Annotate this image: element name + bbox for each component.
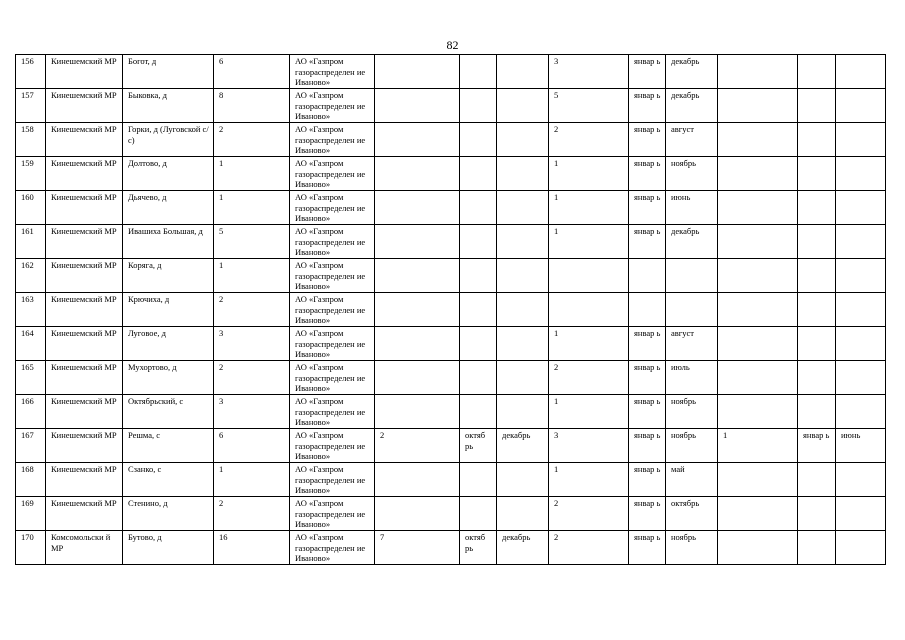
planned-count-cell: 2 — [214, 293, 290, 327]
row-number-cell: 157 — [16, 89, 46, 123]
row-number-cell: 166 — [16, 395, 46, 429]
stage2-count-cell: 1 — [549, 225, 629, 259]
stage2-start-cell: январ ь — [629, 531, 666, 565]
stage3-start-cell — [798, 225, 836, 259]
stage1-count-cell — [375, 157, 460, 191]
stage3-end-cell — [836, 497, 886, 531]
row-number-cell: 163 — [16, 293, 46, 327]
stage3-count-cell — [718, 293, 798, 327]
settlement-cell: Крючиха, д — [123, 293, 214, 327]
stage2-count-cell: 2 — [549, 123, 629, 157]
stage3-end-cell — [836, 463, 886, 497]
operator-cell: АО «Газпром газораспределен ие Иваново» — [290, 531, 375, 565]
stage1-end-cell — [497, 89, 549, 123]
settlement-cell: Ивашиха Большая, д — [123, 225, 214, 259]
row-number-cell: 167 — [16, 429, 46, 463]
stage3-start-cell — [798, 531, 836, 565]
stage2-end-cell: август — [666, 327, 718, 361]
stage3-start-cell — [798, 123, 836, 157]
stage2-start-cell: январ ь — [629, 123, 666, 157]
stage1-end-cell — [497, 259, 549, 293]
stage3-count-cell — [718, 531, 798, 565]
stage2-count-cell: 2 — [549, 497, 629, 531]
stage1-start-cell — [460, 89, 497, 123]
stage1-count-cell — [375, 259, 460, 293]
district-cell: Кинешемский МР — [46, 157, 123, 191]
operator-cell: АО «Газпром газораспределен ие Иваново» — [290, 463, 375, 497]
stage3-end-cell — [836, 89, 886, 123]
stage1-end-cell: декабрь — [497, 531, 549, 565]
district-cell: Кинешемский МР — [46, 395, 123, 429]
stage1-count-cell — [375, 123, 460, 157]
stage2-start-cell: январ ь — [629, 497, 666, 531]
stage1-count-cell — [375, 395, 460, 429]
stage1-start-cell: октяб рь — [460, 429, 497, 463]
stage1-count-cell — [375, 191, 460, 225]
district-cell: Кинешемский МР — [46, 123, 123, 157]
stage3-count-cell — [718, 157, 798, 191]
table-row — [16, 395, 886, 429]
district-cell: Кинешемский МР — [46, 293, 123, 327]
table-row — [16, 531, 886, 565]
stage2-end-cell: декабрь — [666, 89, 718, 123]
stage2-start-cell: январ ь — [629, 225, 666, 259]
stage1-end-cell: декабрь — [497, 429, 549, 463]
table-row — [16, 259, 886, 293]
operator-cell: АО «Газпром газораспределен ие Иваново» — [290, 225, 375, 259]
stage3-count-cell — [718, 463, 798, 497]
stage3-end-cell — [836, 293, 886, 327]
stage2-count-cell: 5 — [549, 89, 629, 123]
stage2-start-cell — [629, 293, 666, 327]
stage1-end-cell — [497, 463, 549, 497]
table-row — [16, 497, 886, 531]
operator-cell: АО «Газпром газораспределен ие Иваново» — [290, 395, 375, 429]
planned-count-cell: 8 — [214, 89, 290, 123]
row-number-cell: 156 — [16, 55, 46, 89]
stage3-count-cell — [718, 327, 798, 361]
district-cell: Кинешемский МР — [46, 327, 123, 361]
stage1-count-cell — [375, 327, 460, 361]
operator-cell: АО «Газпром газораспределен ие Иваново» — [290, 123, 375, 157]
planned-count-cell: 2 — [214, 497, 290, 531]
table-row — [16, 191, 886, 225]
stage2-count-cell: 1 — [549, 157, 629, 191]
stage3-start-cell — [798, 293, 836, 327]
stage3-end-cell — [836, 123, 886, 157]
district-cell: Кинешемский МР — [46, 55, 123, 89]
stage3-start-cell — [798, 395, 836, 429]
planned-count-cell: 2 — [214, 361, 290, 395]
stage2-end-cell: ноябрь — [666, 531, 718, 565]
district-cell: Кинешемский МР — [46, 89, 123, 123]
stage3-count-cell: 1 — [718, 429, 798, 463]
table-row — [16, 463, 886, 497]
stage2-end-cell: июль — [666, 361, 718, 395]
stage1-start-cell — [460, 293, 497, 327]
settlement-cell: Долтово, д — [123, 157, 214, 191]
stage1-count-cell — [375, 225, 460, 259]
district-cell: Комсомольски й МР — [46, 531, 123, 565]
stage1-end-cell — [497, 395, 549, 429]
stage1-start-cell — [460, 497, 497, 531]
table-row — [16, 327, 886, 361]
stage1-end-cell — [497, 361, 549, 395]
stage2-end-cell: ноябрь — [666, 157, 718, 191]
stage2-start-cell: январ ь — [629, 89, 666, 123]
row-number-cell: 164 — [16, 327, 46, 361]
planned-count-cell: 2 — [214, 123, 290, 157]
row-number-cell: 165 — [16, 361, 46, 395]
stage1-start-cell — [460, 157, 497, 191]
settlement-cell: Луговое, д — [123, 327, 214, 361]
stage1-start-cell — [460, 395, 497, 429]
planned-count-cell: 3 — [214, 327, 290, 361]
stage2-start-cell: январ ь — [629, 191, 666, 225]
planned-count-cell: 5 — [214, 225, 290, 259]
page-number: 82 — [446, 38, 459, 52]
table-row — [16, 157, 886, 191]
stage2-end-cell: июнь — [666, 191, 718, 225]
gasification-table — [15, 54, 886, 565]
stage3-start-cell: январ ь — [798, 429, 836, 463]
operator-cell: АО «Газпром газораспределен ие Иваново» — [290, 55, 375, 89]
stage2-count-cell: 3 — [549, 55, 629, 89]
stage3-end-cell: июнь — [836, 429, 886, 463]
stage1-end-cell — [497, 497, 549, 531]
stage2-count-cell: 1 — [549, 395, 629, 429]
settlement-cell: Горки, д (Луговской с/с) — [123, 123, 214, 157]
settlement-cell: Мухортово, д — [123, 361, 214, 395]
operator-cell: АО «Газпром газораспределен ие Иваново» — [290, 361, 375, 395]
stage2-start-cell: январ ь — [629, 157, 666, 191]
stage2-count-cell: 3 — [549, 429, 629, 463]
row-number-cell: 160 — [16, 191, 46, 225]
stage3-end-cell — [836, 531, 886, 565]
stage3-count-cell — [718, 225, 798, 259]
stage3-count-cell — [718, 497, 798, 531]
stage3-count-cell — [718, 89, 798, 123]
stage3-start-cell — [798, 157, 836, 191]
stage1-count-cell — [375, 89, 460, 123]
settlement-cell: Бутово, д — [123, 531, 214, 565]
row-number-cell: 159 — [16, 157, 46, 191]
stage3-end-cell — [836, 259, 886, 293]
operator-cell: АО «Газпром газораспределен ие Иваново» — [290, 429, 375, 463]
operator-cell: АО «Газпром газораспределен ие Иваново» — [290, 497, 375, 531]
district-cell: Кинешемский МР — [46, 497, 123, 531]
stage2-end-cell — [666, 259, 718, 293]
stage3-count-cell — [718, 123, 798, 157]
stage2-end-cell: май — [666, 463, 718, 497]
stage3-count-cell — [718, 361, 798, 395]
stage2-count-cell — [549, 259, 629, 293]
operator-cell: АО «Газпром газораспределен ие Иваново» — [290, 327, 375, 361]
district-cell: Кинешемский МР — [46, 361, 123, 395]
stage1-start-cell — [460, 361, 497, 395]
settlement-cell: Сзанко, с — [123, 463, 214, 497]
table-row — [16, 293, 886, 327]
stage3-end-cell — [836, 395, 886, 429]
stage1-start-cell — [460, 225, 497, 259]
stage1-start-cell — [460, 191, 497, 225]
stage3-start-cell — [798, 497, 836, 531]
planned-count-cell: 1 — [214, 463, 290, 497]
stage1-start-cell: октяб рь — [460, 531, 497, 565]
table-row — [16, 55, 886, 89]
operator-cell: АО «Газпром газораспределен ие Иваново» — [290, 293, 375, 327]
district-cell: Кинешемский МР — [46, 429, 123, 463]
row-number-cell: 170 — [16, 531, 46, 565]
operator-cell: АО «Газпром газораспределен ие Иваново» — [290, 259, 375, 293]
stage2-count-cell — [549, 293, 629, 327]
settlement-cell: Богот, д — [123, 55, 214, 89]
stage1-count-cell — [375, 55, 460, 89]
stage3-count-cell — [718, 55, 798, 89]
operator-cell: АО «Газпром газораспределен ие Иваново» — [290, 157, 375, 191]
stage2-count-cell: 2 — [549, 361, 629, 395]
stage2-end-cell: декабрь — [666, 225, 718, 259]
stage1-end-cell — [497, 293, 549, 327]
table-row — [16, 123, 886, 157]
stage2-count-cell: 2 — [549, 531, 629, 565]
table-row — [16, 361, 886, 395]
stage2-end-cell — [666, 293, 718, 327]
stage2-end-cell: август — [666, 123, 718, 157]
district-cell: Кинешемский МР — [46, 463, 123, 497]
stage3-count-cell — [718, 259, 798, 293]
stage2-count-cell: 1 — [549, 463, 629, 497]
stage3-end-cell — [836, 55, 886, 89]
row-number-cell: 168 — [16, 463, 46, 497]
stage1-end-cell — [497, 157, 549, 191]
settlement-cell: Быковка, д — [123, 89, 214, 123]
table-row — [16, 89, 886, 123]
stage2-start-cell: январ ь — [629, 55, 666, 89]
stage1-start-cell — [460, 259, 497, 293]
stage3-end-cell — [836, 361, 886, 395]
planned-count-cell: 1 — [214, 157, 290, 191]
stage2-end-cell: октябрь — [666, 497, 718, 531]
stage1-end-cell — [497, 55, 549, 89]
stage3-start-cell — [798, 361, 836, 395]
stage1-end-cell — [497, 191, 549, 225]
stage3-count-cell — [718, 395, 798, 429]
stage3-start-cell — [798, 55, 836, 89]
settlement-cell: Октябрьский, с — [123, 395, 214, 429]
stage2-start-cell: январ ь — [629, 327, 666, 361]
row-number-cell: 169 — [16, 497, 46, 531]
planned-count-cell: 3 — [214, 395, 290, 429]
stage1-start-cell — [460, 463, 497, 497]
settlement-cell: Коряга, д — [123, 259, 214, 293]
stage1-count-cell — [375, 463, 460, 497]
stage1-start-cell — [460, 123, 497, 157]
stage2-start-cell: январ ь — [629, 463, 666, 497]
row-number-cell: 162 — [16, 259, 46, 293]
stage1-count-cell — [375, 361, 460, 395]
stage1-start-cell — [460, 327, 497, 361]
table-row — [16, 429, 886, 463]
stage1-end-cell — [497, 327, 549, 361]
stage3-start-cell — [798, 327, 836, 361]
settlement-cell: Дьячево, д — [123, 191, 214, 225]
district-cell: Кинешемский МР — [46, 225, 123, 259]
district-cell: Кинешемский МР — [46, 259, 123, 293]
stage2-start-cell: январ ь — [629, 361, 666, 395]
stage3-start-cell — [798, 89, 836, 123]
stage2-start-cell: январ ь — [629, 395, 666, 429]
stage3-end-cell — [836, 327, 886, 361]
operator-cell: АО «Газпром газораспределен ие Иваново» — [290, 89, 375, 123]
stage1-end-cell — [497, 225, 549, 259]
row-number-cell: 158 — [16, 123, 46, 157]
stage2-count-cell: 1 — [549, 191, 629, 225]
table-row — [16, 225, 886, 259]
settlement-cell: Решма, с — [123, 429, 214, 463]
operator-cell: АО «Газпром газораспределен ие Иваново» — [290, 191, 375, 225]
planned-count-cell: 16 — [214, 531, 290, 565]
stage3-end-cell — [836, 157, 886, 191]
stage1-end-cell — [497, 123, 549, 157]
planned-count-cell: 6 — [214, 429, 290, 463]
stage2-start-cell: январ ь — [629, 429, 666, 463]
settlement-cell: Стенино, д — [123, 497, 214, 531]
stage3-count-cell — [718, 191, 798, 225]
stage1-count-cell: 7 — [375, 531, 460, 565]
stage3-start-cell — [798, 191, 836, 225]
stage3-start-cell — [798, 463, 836, 497]
stage1-count-cell — [375, 293, 460, 327]
stage3-end-cell — [836, 191, 886, 225]
stage3-start-cell — [798, 259, 836, 293]
planned-count-cell: 6 — [214, 55, 290, 89]
stage1-start-cell — [460, 55, 497, 89]
district-cell: Кинешемский МР — [46, 191, 123, 225]
stage2-end-cell: ноябрь — [666, 395, 718, 429]
stage1-count-cell — [375, 497, 460, 531]
stage2-count-cell: 1 — [549, 327, 629, 361]
stage3-end-cell — [836, 225, 886, 259]
planned-count-cell: 1 — [214, 259, 290, 293]
stage2-start-cell — [629, 259, 666, 293]
stage2-end-cell: ноябрь — [666, 429, 718, 463]
stage2-end-cell: декабрь — [666, 55, 718, 89]
planned-count-cell: 1 — [214, 191, 290, 225]
stage1-count-cell: 2 — [375, 429, 460, 463]
row-number-cell: 161 — [16, 225, 46, 259]
